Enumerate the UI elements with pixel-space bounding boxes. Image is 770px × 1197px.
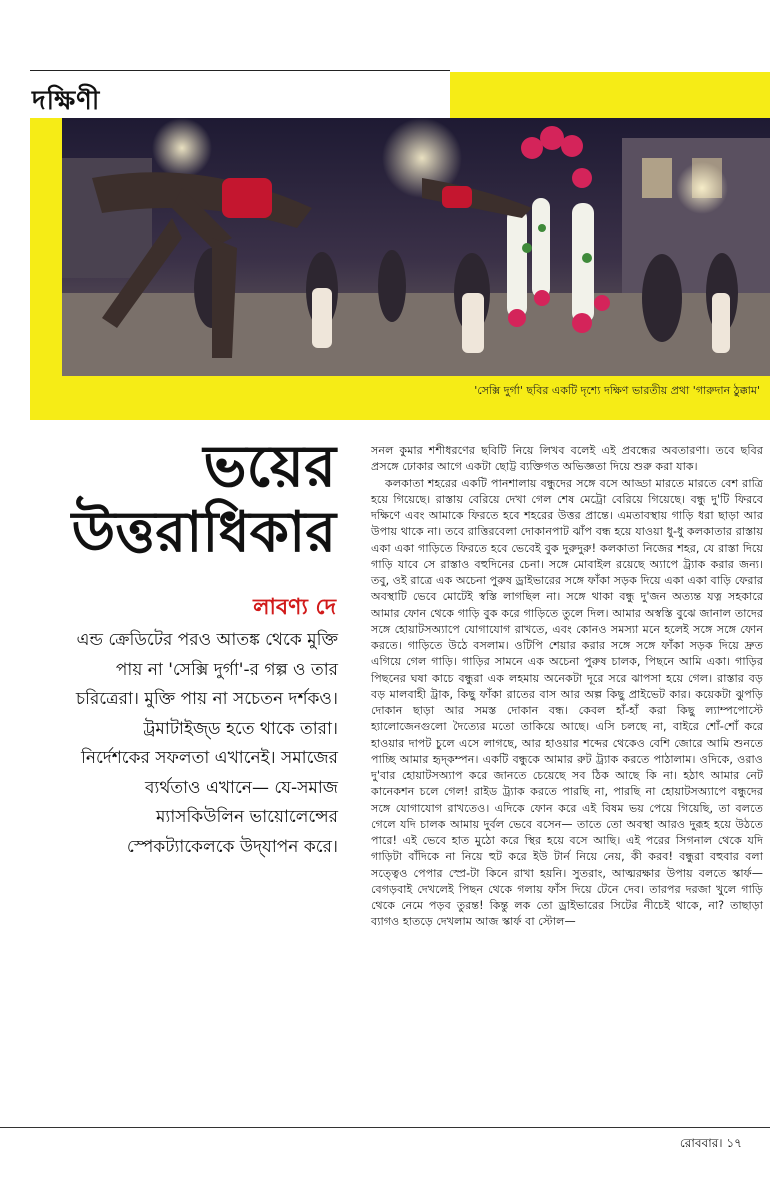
article-title	[60, 432, 336, 565]
body-paragraph: সনল কুমার শশীধরণের ছবিটি নিয়ে লিখব বলেই এই প্রবন্ধের অবতারণা। তবে ছবির প্রসঙ্গে ঢোকার আগে একটা ছোট্ট ব্যক্তিগত অভিজ্ঞতা দিয়ে শুরু করা যাক।	[371, 444, 763, 474]
title-line-1: ভয়ের	[203, 432, 336, 500]
author-byline: লাবণ্য দে	[253, 595, 336, 620]
page-footer: রোববার। ১৭	[679, 1136, 742, 1150]
article-standfirst: এন্ড ক্রেডিটের পরও আতঙ্ক থেকে মুক্তি পায় না 'সেক্সি দুর্গা'-র গল্প ও তার চরিত্রেরা। মুক্তি পায় না সচেতন দর্শকও। ট্রমাটাইজ্‌ড হতে থাকে তারা। নির্দেশকের সফলতা এখানেই। সমাজের ব্যর্থতাও এখানে— যে-সমাজ ম্যাসকিউলিন ভায়োলেন্সের স্পেকট্যাকেলকে উদ্‌যাপন করে।	[75, 630, 338, 857]
footer-rule	[0, 1127, 770, 1128]
body-paragraph: কলকাতা শহরের একটি পানশালায় বন্ধুদের সঙ্গে বসে আড্ডা মারতে মারতে বেশ রাত্রি হয়ে গিয়েছে। রাস্তায় বেরিয়ে দেখা গেল শেষ মেট্রো বেরিয়ে গিয়েছে। বন্ধু দু'টি ফিরবে দক্ষিণে এবং আমাকে ফিরতে হবে শহরের উত্তর প্রান্তে। এমতাবস্থায় গাড়ি ধরা ছাড়া আর উপায় থাকে না। তবে রাত্তিরবেলা দোকানপাট ঝাঁপ বন্ধ হয়ে যাওয়া ধু-ধু কলকাতার রাস্তায় একা একা গাড়িতে ফিরতে হবে ভেবেই বুক দুরুদুরু! কলকাতা নিজের শহর, যে রাস্তা দিয়ে গাড়ি যাবে সে রাস্তাও বহুদিনের চেনা। সঙ্গে মোবাইল রয়েছে অ্যাপে ট্র্যাক করার জন্য। তবু, ওই রাত্রে এক অচেনা পুরুষ ড্রাইভারের সঙ্গে ফাঁকা সড়ক দিয়ে একা একা বাড়ি ফেরার অবস্থাটি ভেবে মোটেই স্বস্তি লাগছিল না। সঙ্গে থাকা বন্ধু দু'জন অত্যন্ত যত্ন সহকারে আমার ফোন থেকে গাড়ি বুক করে গাড়িতে তুলে দিল। আমার অস্বস্তি বুঝে জানাল তাদের সঙ্গে হোয়াটসঅ্যাপে যোগাযোগ রাখতে, এবং কোনও সমস্যা মনে হলেই সঙ্গে সঙ্গে ফোন করতে। গাড়িতে উঠে বসলাম। ওটিপি শেয়ার করার সঙ্গে সঙ্গে ফাঁকা সড়ক দিয়ে দ্রুত এগিয়ে গেল গাড়ি। গাড়ির সামনে এক অচেনা পুরুষ চালক, পিছনে আমি একা। গাড়ির পিছনের ঘষা কাচে বন্ধুরা এক লহমায় অনেকটা দূরে সরে ঝাপসা হয়ে গেল। রাস্তার বড় বড় মালবাহী ট্রাক, কিছু ফাঁকা রাতের বাস আর অল্প কিছু প্রাইভেট কার। কয়েকটা ঝুপড়ি দোকান ছাড়া আর সমস্ত দোকান বন্ধ। কেবল হাঁ-হাঁ করা কিছু ল্যাম্পপোস্টে হ্যালোজেনগুলো দৈত্যের মতো তাকিয়ে আছে। এসি চলছে না, বাইরে শোঁ-শোঁ করে হাওয়ার দাপট চুলে এসে লাগছে, আর হাওয়ার শব্দের থেকেও বেশি জোরে আমি শুনতে পাচ্ছি আমার হৃদ্‌কম্পন। একটি বন্ধুকে আমার রুট ট্র্যাক করতে পাঠালাম। ওদিকে, ওরাও দু'বার হোয়াটসঅ্যাপ করে জানতে চেয়েছে সব ঠিক আছে কি না। হঠাৎ আমার নেট কানেকশন চলে গেল! রাইড ট্র্যাক করতে পারছি না, পারছি না হোয়াটসঅ্যাপে বন্ধুদের সঙ্গে যোগাযোগ রাখতেও। এদিকে ফোন করে এই বিষম ভয় পেয়ে গিয়েছি, তা বলতে গেলে যদি চালক আমায় দুর্বল ভেবে বসেন— তাতে তো অবস্থা আরও দুরূহ হয়ে উঠতে পারে! এই ভেবে হাত মুঠো করে স্থির হয়ে বসে আছি। এই পরের সিগনাল থেকে যদি গাড়িটা বাঁদিকে না নিয়ে হুট করে ইউ টার্ন নিয়ে নেয়, কী করব! বন্ধুরা বহুবার বলা সত্ত্বেও পেপার স্প্রে-টা কিনে রাখা হয়নি। সুতরাং, আত্মরক্ষার উপায় বলতে স্কার্ফ— বেগড়বাই দেখলেই পিছন থেকে গলায় ফাঁস দিয়ে টেনে দেব। তারপর দরজা খুলে গাড়ি থেকে নেমে পড়ব তুরন্ত! কিন্তু লক তো ড্রাইভারের সিটের নীচেই থাকে, না? তাছাড়া ব্যাগও হাতড়ে দেখলাম আজ স্কার্ফ বা স্টোল—	[371, 476, 763, 929]
article-body	[371, 443, 763, 931]
festival-scene-illustration	[62, 118, 770, 376]
photo-caption: 'সেক্সি দুর্গা' ছবির একটি দৃশ্যে দক্ষিণ ভারতীয় প্রথা 'গারুদান ঠুক্কাম'	[474, 384, 760, 397]
section-header-accent	[450, 72, 770, 120]
section-label: দক্ষিণী	[32, 86, 101, 116]
title-line-2: উত্তরাধিকার	[71, 498, 336, 565]
article-photo	[62, 118, 770, 376]
